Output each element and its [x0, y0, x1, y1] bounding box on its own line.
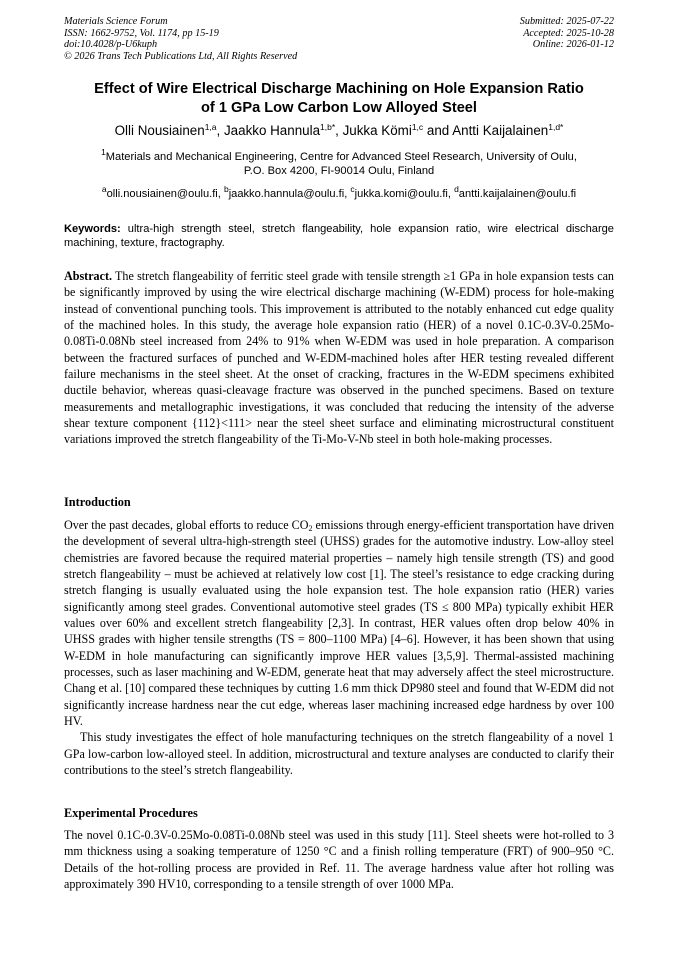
author-affil-mark: 1,c [411, 122, 424, 132]
author-separator: , [335, 123, 343, 138]
doi: doi:10.4028/p-U6kuph [64, 39, 158, 51]
affiliation [64, 147, 614, 179]
submitted-date: Submitted: 2025-07-22 [519, 16, 614, 27]
affiliation-mark: 1 [101, 147, 106, 157]
email-link[interactable]: antti.kaijalainen@oulu.fi [458, 188, 577, 200]
paragraph: This study investigates the effect of hole manufacturing techniques on the stretch flangeability of a novel 1 GPa low-carbon low-alloyed steel. In addition, microstructural and texture analyses are conducted to clarify their contributions to the steel’s stretch flangeability. [64, 730, 614, 778]
email-separator: , [217, 188, 224, 200]
paragraph-text: Over the past decades, global efforts to reduce CO [64, 518, 309, 532]
affiliation-line-2: P.O. Box 4200, FI-90014 Oulu, Finland [243, 165, 435, 178]
title-line-2: of 1 GPa Low Carbon Low Alloyed Steel [201, 99, 477, 116]
email-separator: , [447, 188, 455, 200]
email-mark: c [350, 184, 355, 194]
issn: ISSN: 1662-9752, Vol. 1174, pp 15-19 [64, 27, 219, 39]
author-affil-mark: 1,a [204, 122, 217, 132]
email-mark: b [223, 184, 229, 194]
author-name: Antti Kaijalainen [452, 123, 549, 138]
email-list [40, 184, 638, 201]
author-affil-mark: 1,d* [548, 122, 564, 132]
title-line-1: Effect of Wire Electrical Discharge Machining on Hole Expansion Ratio [94, 81, 584, 97]
author-name: Olli Nousiainen [114, 123, 205, 138]
online-date: Online: 2026-01-12 [532, 39, 614, 51]
abstract [64, 268, 614, 448]
abstract-label: Abstract. [64, 269, 113, 283]
experimental-body [64, 827, 614, 892]
author-name: Jaakko Hannula [223, 123, 321, 138]
subscript: 2 [308, 524, 313, 533]
keywords-text: ultra-high strength steel, stretch flangeability, hole expansion ratio, wire electrical discharge machining, texture, fractography. [64, 223, 614, 249]
copyright: © 2026 Trans Tech Publications Ltd, All Rights Reserved [64, 50, 298, 62]
abstract-text: The stretch flangeability of ferritic steel grade with tensile strength ≥1 GPa in hole expansion tests can be significantly improved by using the wire electrical discharge machining (W-EDM) process for hole-making instead of conventional punching tools. This improvement is attributed to the notably enhanced cut edge quality of the machined holes. In this study, the average hole expansion ratio (HER) of a novel 0.1C-0.3V-0.25Mo-0.08Ti-0.08Nb steel increased from 24% to 91% when W-EDM was used in hole preparation. A comparison between the fractured surfaces of punched and W-EDM-machined holes after HER testing revealed different failure mechanisms in the steel sheet. At the onset of cracking, fractures in the W-EDM specimens exhibited ductile behavior, whereas quasi-cleavage fracture was observed in the punched specimens. Based on texture measurements and metallographic investigations, it was concluded that reducing the intensity of the adverse shear texture component {112}<111> near the steel sheet surface and eliminating microstructural constituent variations improved the stretch flangeability of the Ti-Mo-V-Nb steel in both hole-making processes. [64, 269, 614, 447]
email-separator: , [344, 188, 351, 200]
author-separator: and [423, 123, 453, 138]
author-affil-mark: 1,b* [320, 122, 336, 132]
affiliation-text: Materials and Mechanical Engineering, Centre for Advanced Steel Research, University of Oulu, [105, 151, 577, 163]
email-mark: d [454, 184, 459, 194]
author-name: Jukka Kömi [342, 123, 412, 138]
section-heading-experimental: Experimental Procedures [64, 806, 198, 820]
email-mark: a [101, 184, 107, 194]
keywords-label: Keywords: [64, 223, 121, 235]
author-list [40, 123, 638, 139]
email-link[interactable]: jaakko.hannula@oulu.fi [228, 188, 345, 200]
author-separator: , [216, 123, 224, 138]
section-heading-introduction: Introduction [64, 495, 131, 509]
paragraph [64, 517, 614, 729]
journal-name: Materials Science Forum [64, 16, 168, 27]
email-link[interactable]: jukka.komi@oulu.fi [354, 188, 448, 200]
paragraph: The novel 0.1C-0.3V-0.25Mo-0.08Ti-0.08Nb steel was used in this study [11]. Steel sheets were hot-rolled to 3 mm thickness using a soaking temperature of 1250 °C and a finish rolling temperature (FRT) of 900–950 °C. Details of the hot-rolling process are provided in Ref. 11. The average hardness value after hot rolling was approximately 390 HV10, corresponding to a tensile strength of over 1000 MPa. [64, 828, 614, 892]
affiliation-line-1 [64, 147, 614, 164]
paragraph-text: emissions through energy-efficient transportation have driven the development of several ultra-high-strength steel (UHSS) grades for the automotive industry. Low-alloy steel chemistries are favored because the required material properties – namely high tensile strength (TS) and good stretch flangeability – must be achieved at relatively low cost [1]. The steel’s resistance to edge cracking during stretch flanging is usually evaluated using the hole expansion test. The hole expansion ratio (HER) varies significantly among steel grades. Conventional automotive steel grades (TS ≤ 800 MPa) typically exhibit HER values over 60% and excellent stretch flangeability [2,3]. In contrast, HER values often drop below 40% in UHSS grades with higher tensile strengths (TS = 800–1100 MPa) [4–6]. However, it has been shown that using W-EDM in hole manufacturing can significantly improve HER values [3,5,9]. Thermal-assisted machining processes, such as laser machining and W-EDM, generate heat that may adversely affect the steel microstructure. Chang et al. [10] compared these techniques by cutting 1.6 mm thick DP980 steel and found that W-EDM did not significantly increase hardness near the cut edge, whereas laser machining increased edge hardness by over 100 HV. [64, 518, 614, 729]
keywords [64, 222, 614, 250]
paper-title [60, 80, 618, 117]
introduction-body [64, 517, 614, 779]
email-link[interactable]: olli.nousiainen@oulu.fi [106, 188, 218, 200]
header-left [64, 16, 297, 62]
accepted-date: Accepted: 2025-10-28 [523, 27, 614, 39]
header-right [520, 16, 614, 51]
